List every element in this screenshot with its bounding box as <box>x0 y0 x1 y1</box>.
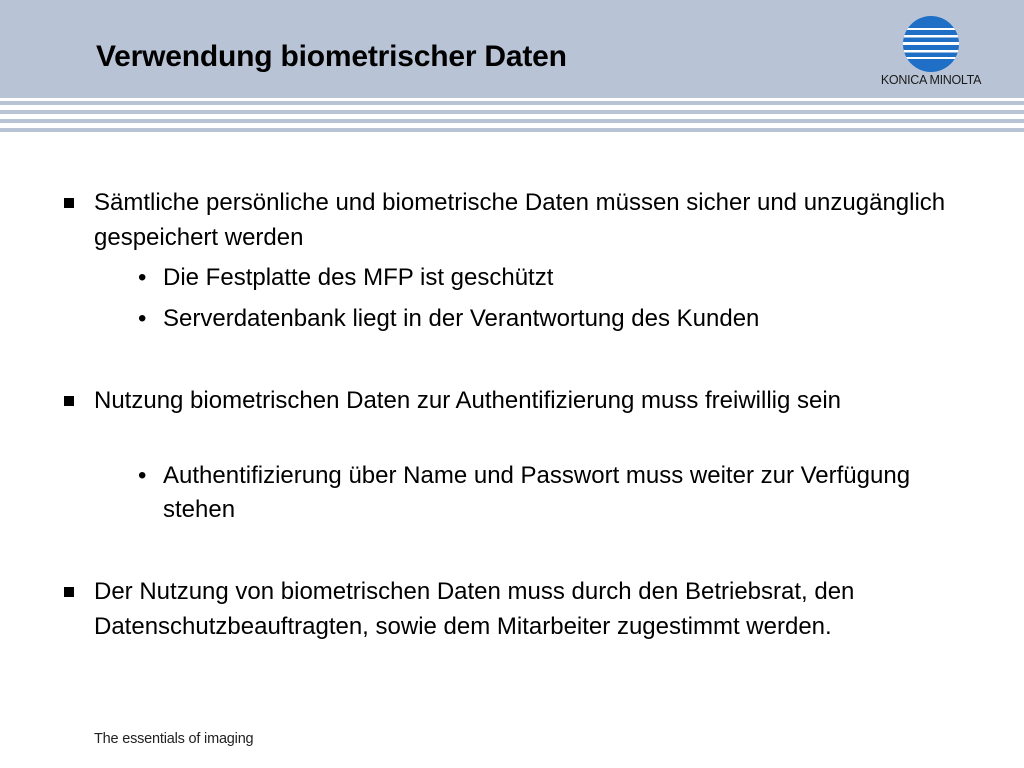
dot-bullet-icon: • <box>138 264 147 291</box>
square-bullet-icon <box>64 587 74 597</box>
sub-bullet-text: Die Festplatte des MFP ist geschützt <box>163 264 554 291</box>
slide-title: Verwendung biometrischer Daten <box>96 40 567 73</box>
sub-bullet-item <box>138 261 953 295</box>
bullet-text: Der Nutzung von biometrischen Daten muss durch den Betriebsrat, den Datenschutzbeauftragten, sowie dem Mitarbeiter zugestimmt werden. <box>94 578 855 640</box>
bullet-item <box>94 383 964 418</box>
konica-minolta-logo <box>872 15 990 91</box>
square-bullet-icon <box>64 396 74 406</box>
sub-bullet-item <box>138 459 953 527</box>
sub-bullet-item <box>138 302 953 336</box>
bullet-item <box>94 185 964 255</box>
bullet-item <box>94 574 964 644</box>
globe-logo-icon <box>902 15 960 73</box>
square-bullet-icon <box>64 198 74 208</box>
sub-bullet-text: Authentifizierung über Name und Passwort muss weiter zur Verfügung stehen <box>163 462 911 523</box>
dot-bullet-icon: • <box>138 462 147 489</box>
dot-bullet-icon: • <box>138 305 147 332</box>
logo-wordmark: KONICA MINOLTA <box>880 73 982 87</box>
sub-bullet-text: Serverdatenbank liegt in der Verantwortung des Kunden <box>163 305 760 332</box>
footer-tagline: The essentials of imaging <box>94 731 254 747</box>
header-stripes <box>0 98 1024 140</box>
bullet-text: Nutzung biometrischen Daten zur Authentifizierung muss freiwillig sein <box>94 387 842 414</box>
bullet-text: Sämtliche persönliche und biometrische Daten müssen sicher und unzugänglich gespeichert werden <box>94 189 946 251</box>
